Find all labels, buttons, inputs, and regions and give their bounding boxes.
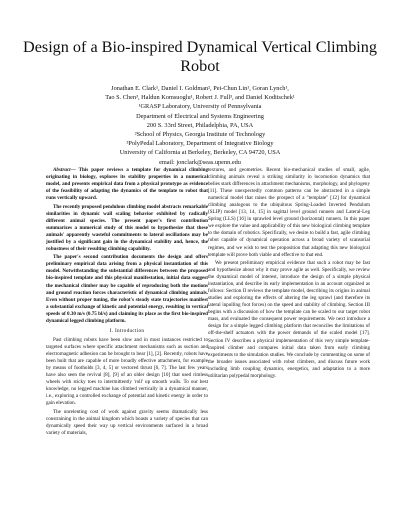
body-paragraph: textures, and geometries. Recent bio-mechanical studies of small, agile, climbing animals reveal a striking similarity in locomotion dynamics that belies stark differences in attachment mechanisms, morphology, and phylogeny [11]. These unexpectedly common patterns can be abstracted in a simple numerical model that raises the prospect of a "template" [12] for dynamical climbing analogous to the ubiquitous Spring-Loaded Inverted Pendulum (SLIP) model [13, 14, 15] in sagittal level ground runners and Lateral-Leg Spring (LLS) [16] in sprawled level ground (horizontal) runners. In this paper we explore the value and applicability of this new biological climbing template to the domain of robotics. Specifically, we desire to build a fast, agile climbing robot capable of dynamical operation across a broad variety of scansorial regimes, and we wish to test the proposition that adapting this new biological template will prove both viable and effective to that end. bbox=[208, 167, 370, 258]
body-paragraph: We present preliminary empirical evidence that such a robot may be fast and hypothesize about why it may prove agile as well. Specifically, we review the dynamical model of interest, introduce the design of a simple physical instantiation, and describe its early implementation in an account organized as follows: Section II reviews the template model, describing its origins in animal studies and exploring the effects of altering the leg sprawl (and therefore its lateral inpulling foot forces) on the speed and stability of climbing. Section III begins with a discussion of how the template can be scaled to our target robot mass, and evaluated the consequent power requirements. We next introduce a design for a simple legged climbing platform that reconciles the limitations of off-the-shelf actuators with the power demands of the scaled model [17]. Section IV describes a physical implementation of this very simple template-inspired climber and compares initial data taken from early climbing experiments to the simulation studies. We conclude by commenting on some of the broader issues associated with robot climbers, and discuss future work including limb coupling dynamics, energetics, and adaptation to a more utilitarian polypedal morphology. bbox=[208, 260, 370, 379]
affiliation: ³PolyPedal Laboratory, Department of Integrative Biology bbox=[126, 140, 274, 148]
left-column bbox=[46, 167, 208, 438]
abstract-paragraph: The paper's second contribution documents the design and offers preliminary empirical data arising from a physical instantiation of this model. Notwithstanding the substantial differences between the proposed bio-inspired template and this physical manifestation, initial data suggest the mechanical climber may be capable of reproducing both the motions and ground reaction forces characteristic of dynamical climbing animals. Even without proper tuning, the robot's steady state trajectories manifest a substantial exchange of kinetic and potential energy, resulting in vertical speeds of 0.30 m/s (0.75 bl/s) and claiming its place as the first bio-inspired dynamical legged climbing platform. bbox=[46, 254, 208, 324]
author-line: Tao S. Chen³, Haldun Komsuoglu¹, Robert J. Full³, and Daniel Koditschek¹ bbox=[105, 94, 295, 102]
body-paragraph: Past climbing robots have been slow and in most instances restricted to targeted surfaces where specific attachment mechanisms such as suction and electromagnetic adhesion can be brought to bear [1], [2]. Recently, robots have been built that are capable of more broadly effective attachment, for example by means of footholds [3, 4, 5] or vectored thrust [6, 7]. The last few years have also seen the revival [8], [9] of an older design [10] that used rimless wheels with sticky toes to intermittently 'roll' up smooth walls. To our best knowledge, no legged machine has climbed vertically in a dynamical manner, i.e., exploring a controlled exchange of potential and kinetic energy in order to gain elevation. bbox=[46, 336, 208, 407]
affiliation: ¹GRASP Laboratory, University of Pennsylvania bbox=[138, 103, 262, 111]
author-line: Jonathan E. Clark¹, Daniel I. Goldman², Pei-Chun Lin¹, Goran Lynch¹, bbox=[111, 85, 289, 92]
affiliation: University of California at Berkeley, Berkeley, CA 94720, USA bbox=[119, 149, 281, 157]
paper-title: Design of a Bio-inspired Dynamical Vertical Climbing Robot bbox=[23, 38, 377, 75]
abstract-label: Abstract bbox=[53, 167, 71, 173]
author-block bbox=[20, 84, 380, 167]
abstract bbox=[46, 167, 208, 325]
affiliation: 200 S. 33rd Street, Philadelphia, PA, USA bbox=[146, 121, 254, 129]
section-heading: I. Introduction bbox=[109, 327, 145, 334]
affiliation: Department of Electrical and Systems Engineering bbox=[136, 112, 264, 120]
abstract-paragraph: Abstract— This paper reviews a template for dynamical climbing originating in biology, explores its stability properties in a numerical model, and presents empirical data from a physical prototype as evidence of the feasibility of adapting the dynamics of the template to robot that runs vertically upward. bbox=[46, 167, 208, 202]
abstract-paragraph: The recently proposed pendulous climbing model abstracts remarkable similarities in dynamic wall scaling behavior exhibited by radically different animal species. The present paper's first contribution summarizes a numerical study of this model to hypothesize that these animals' apparently wasteful commitments to lateral oscillations may be justified by a significant gain in the dynamical stability and, hence, the robustness of their resulting climbing capability. bbox=[46, 203, 208, 252]
right-column bbox=[208, 167, 370, 381]
author-email: email: jonclark@seas.upenn.edu bbox=[159, 158, 241, 166]
affiliation: ²School of Physics, Georgia Institute of Technology bbox=[134, 131, 266, 139]
body-paragraph: The unrelenting cost of work against gravity seems dramatically less constraining in the animal kingdom which boasts a variety of species that can dynamically speed their way up vertical environments surfaced in a broad variety of materials, bbox=[46, 408, 208, 436]
